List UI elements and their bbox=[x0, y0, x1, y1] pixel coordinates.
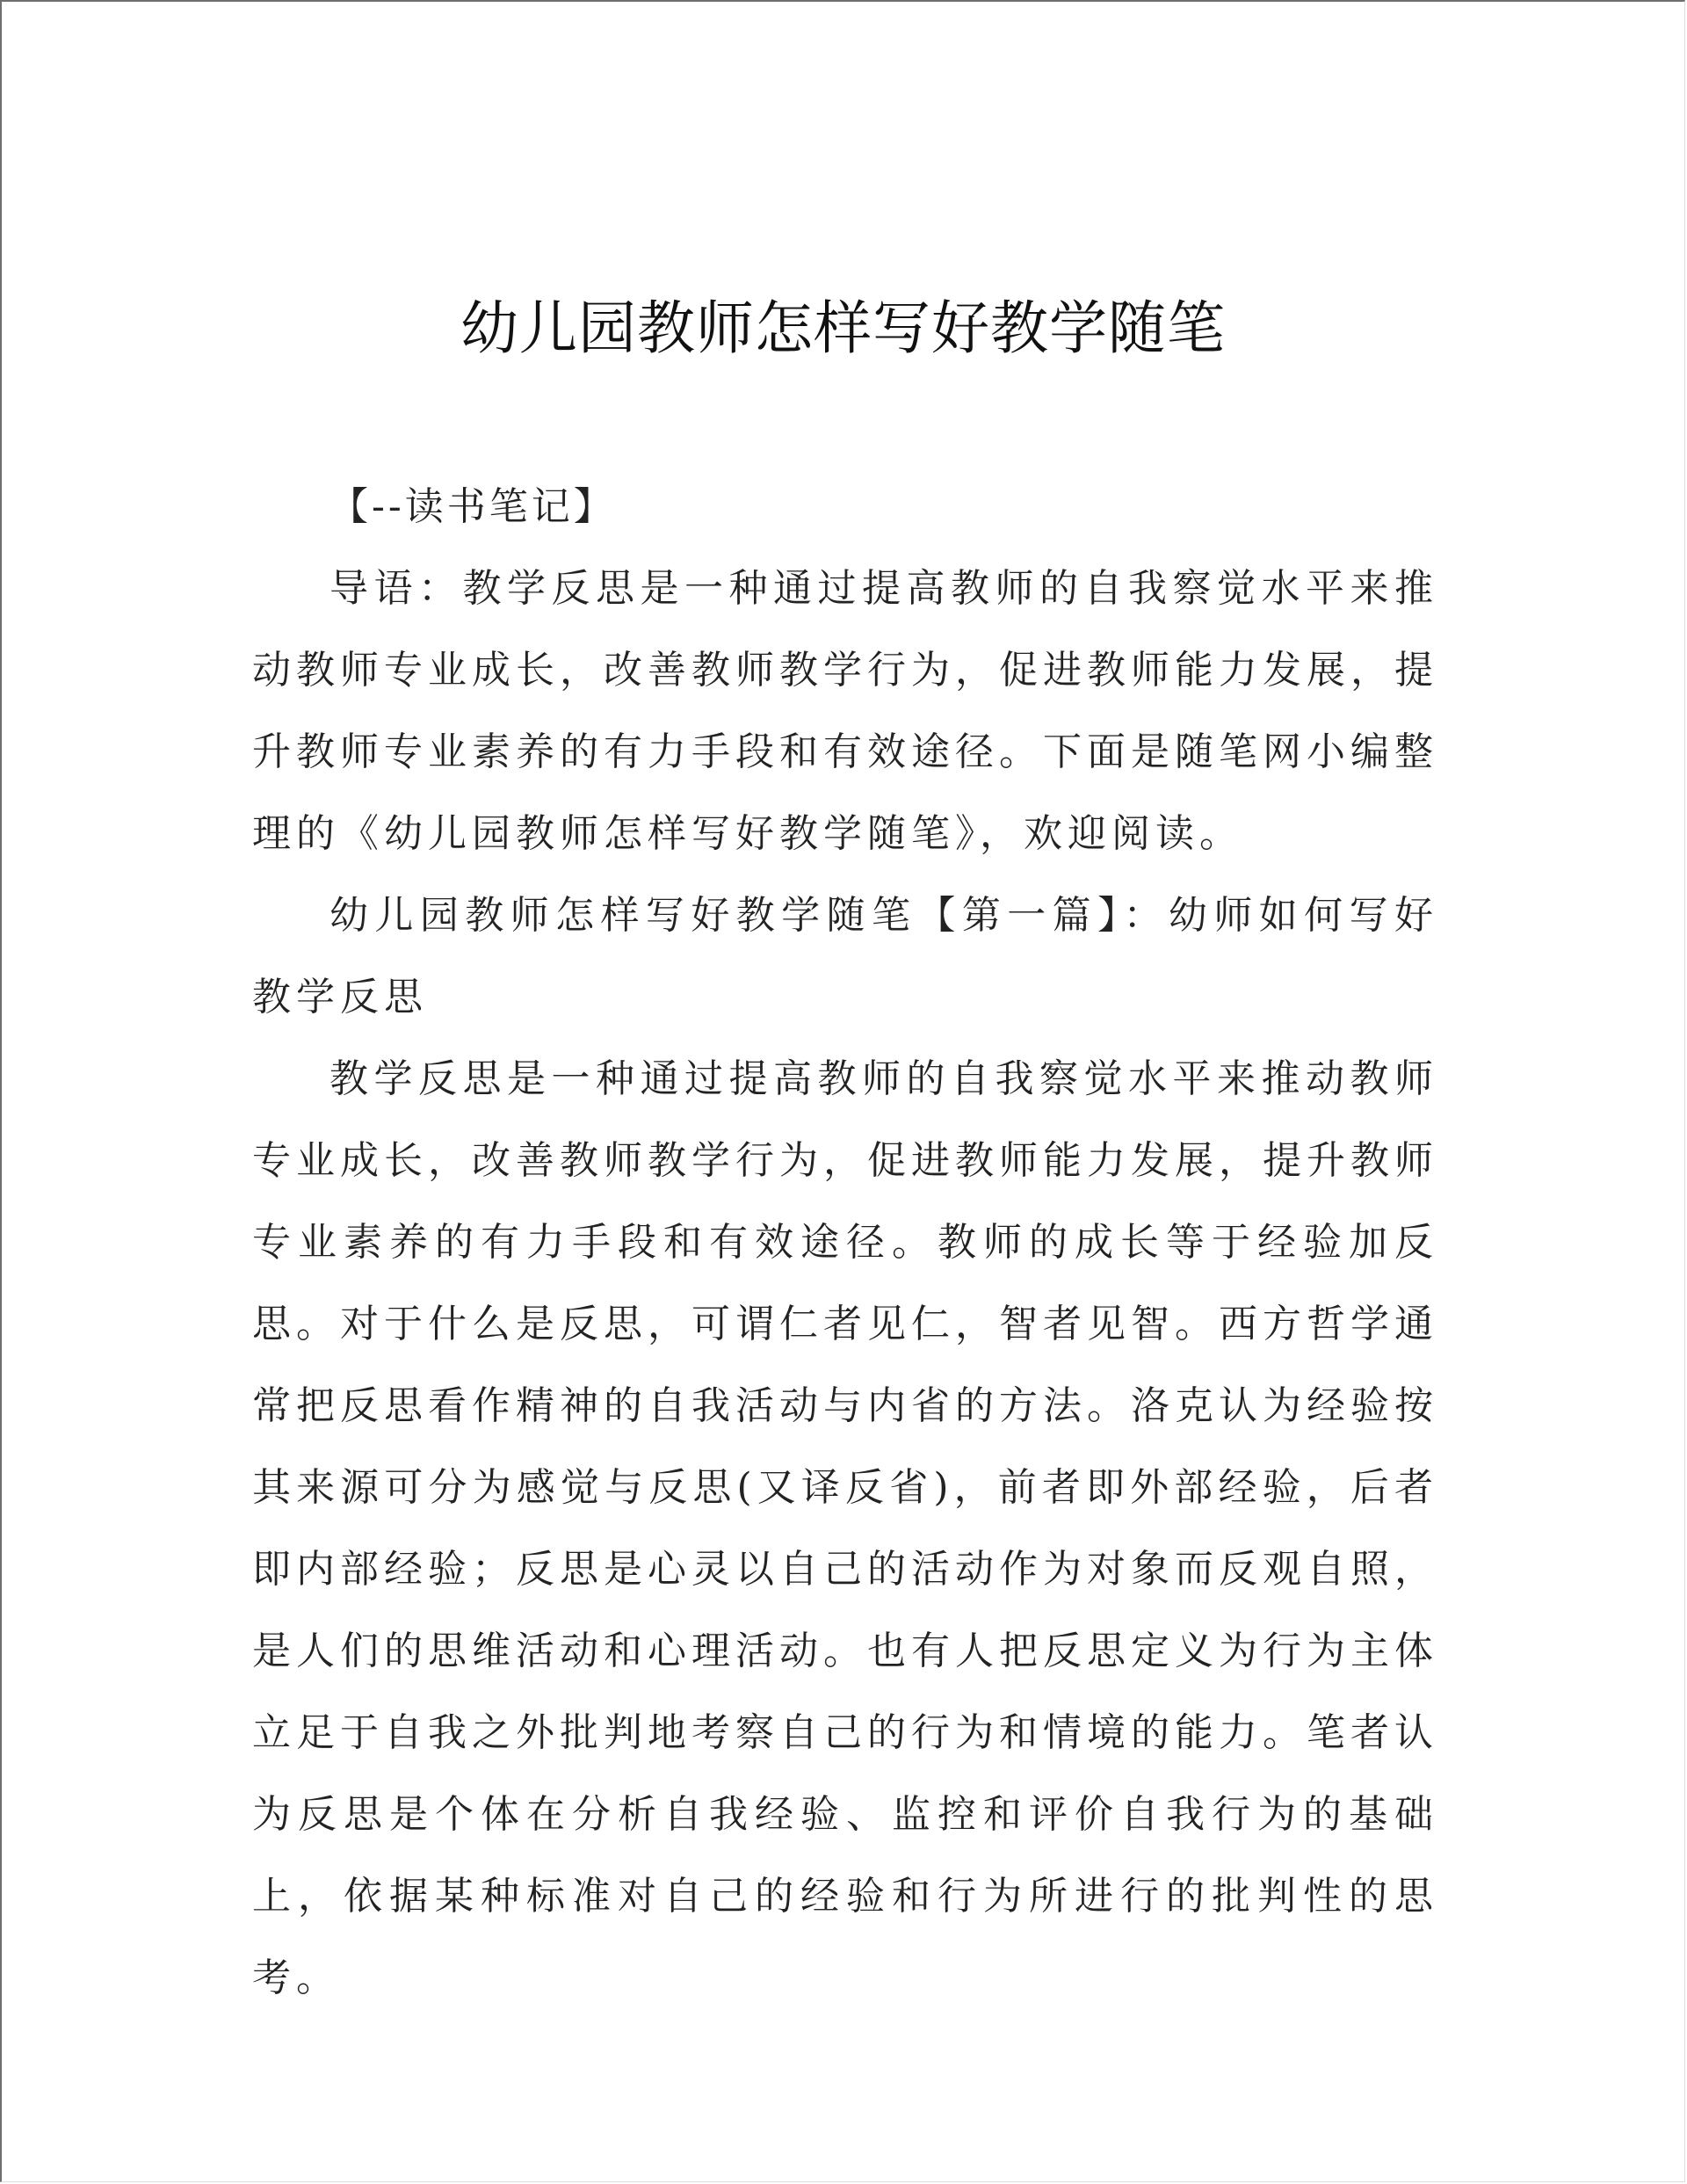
body-paragraph: 教学反思是一种通过提高教师的自我察觉水平来推动教师专业成长，改善教师教学行为，促进教师能力发展，提升教师专业素养的有力手段和有效途径。教师的成长等于经验加反思。对于什么是反思，可谓仁者见仁，智者见智。西方哲学通常把反思看作精神的自我活动与内省的方法。洛克认为经验按其来源可分为感觉与反思(又译反省)，前者即外部经验，后者即内部经验；反思是心灵以自己的活动作为对象而反观自照，是人们的思维活动和心理活动。也有人把反思定义为行为主体立足于自我之外批判地考察自己的行为和情境的能力。笔者认为反思是个体在分析自我经验、监控和评价自我行为的基础上，依据某种标准对自己的经验和行为所进行的批判性的思考。 bbox=[252, 1056, 1438, 2000]
document-title: 幼儿园教师怎样写好教学随笔 bbox=[460, 294, 1226, 362]
category-tag: 【--读书笔记】 bbox=[329, 484, 616, 529]
intro-paragraph: 导语：教学反思是一种通过提高教师的自我察觉水平来推动教师专业成长，改善教师教学行为，促进教师能力发展，提升教师专业素养的有力手段和有效途径。下面是随笔网小编整理的《幼儿园教师怎样写好教学随笔》，欢迎阅读。 bbox=[252, 566, 1438, 856]
section-heading: 幼儿园教师怎样写好教学随笔【第一篇】：幼师如何写好教学反思 bbox=[252, 893, 1438, 1019]
document-body bbox=[252, 466, 1438, 2019]
